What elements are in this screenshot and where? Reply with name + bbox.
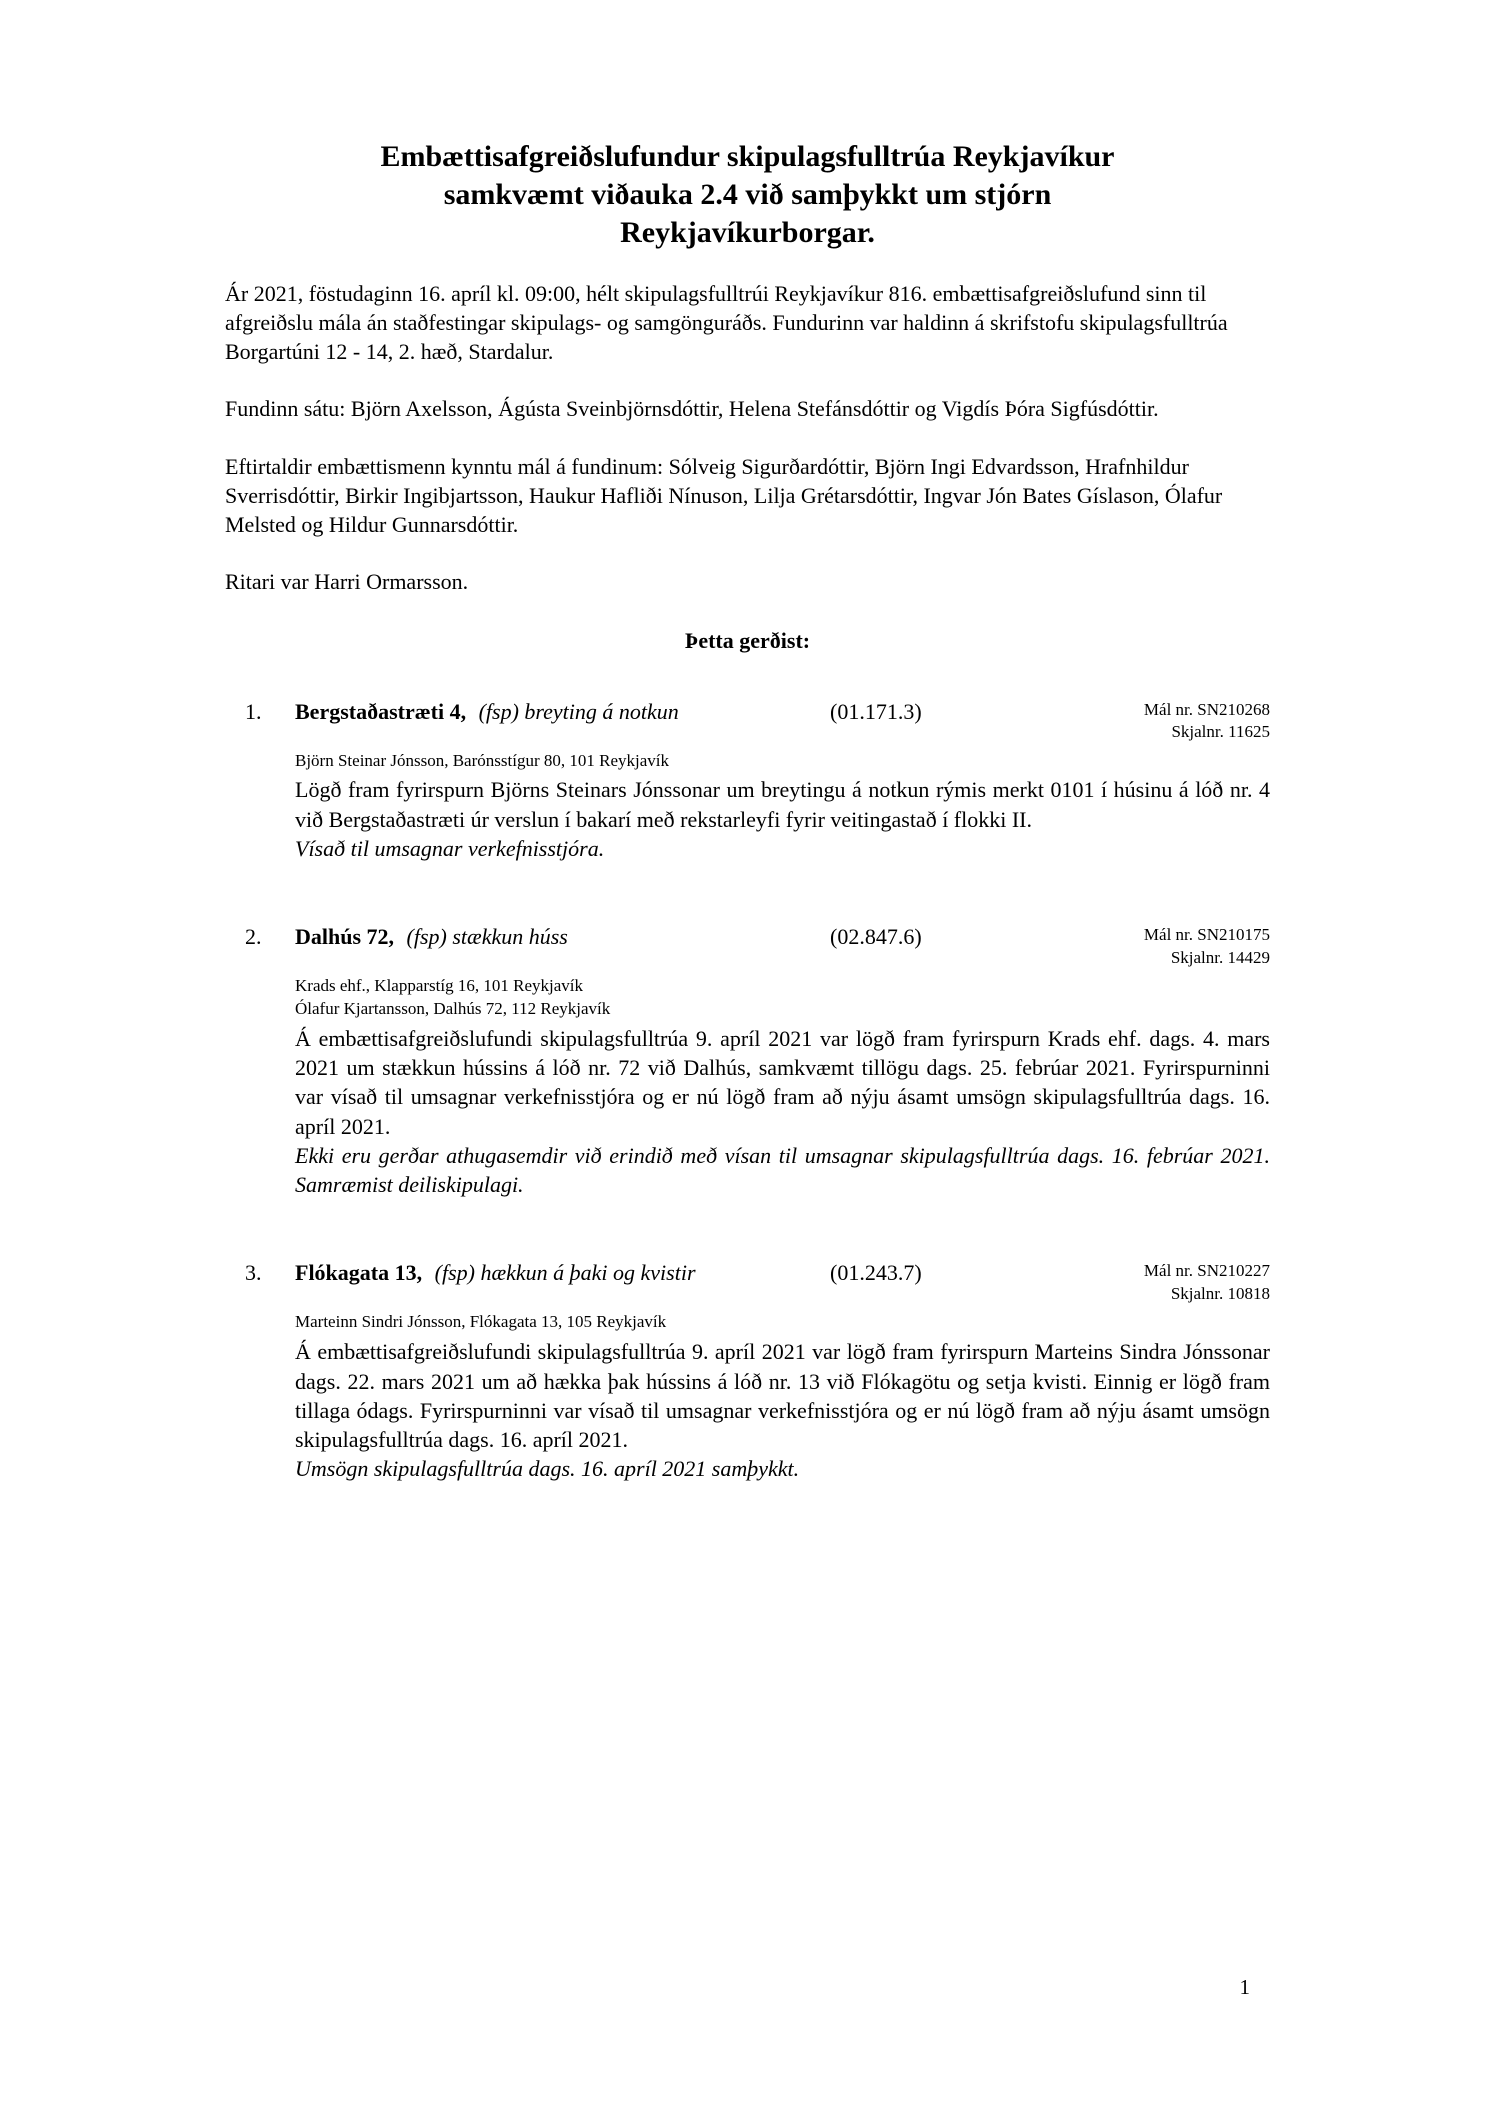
agenda-item-subtitle: (fsp) breyting á notkun [478, 698, 679, 724]
agenda-item-mal-nr: Mál nr. SN210227 [1143, 1261, 1270, 1281]
agenda-item-number: 1. [245, 698, 262, 724]
agenda-item-decision: Ekki eru gerðar athugasemdir við erindið með vísan til umsagnar skipulagsfulltrúa dags. 16. febrúar 2021. Samræmist deiliskipulagi. [295, 1142, 1270, 1198]
agenda-item-content [295, 1311, 1270, 1483]
applicant-line: Krads ehf., Klapparstíg 16, 101 Reykjavík [295, 976, 583, 996]
agenda-item-subtitle: (fsp) stækkun húss [406, 924, 568, 950]
agenda-item-skjalnr: Skjalnr. 10818 [1170, 1283, 1270, 1303]
agenda-item-content [295, 975, 1270, 1199]
agenda-item-applicants [295, 750, 1270, 773]
agenda-item-subtitle: (fsp) hækkun á þaki og kvistir [434, 1260, 696, 1286]
agenda-item-skjalnr: Skjalnr. 14429 [1170, 947, 1270, 967]
agenda-heading: Þetta gerðist: [684, 627, 811, 653]
agenda-item-body: Lögð fram fyrirspurn Björns Steinars Jónssonar um breytingu á notkun rýmis merkt 0101 í húsinu á lóð nr. 4 við Bergstaðastræti úr verslun í bakarí með rekstarleyfi fyrir veitingastað í flokki II. [295, 777, 1270, 832]
officials-paragraph: Eftirtaldir embættismenn kynntu mál á fundinum: Sólveig Sigurðardóttir, Björn Ingi Edvardsson, Hrafnhildur Sverrisdóttir, Birkir Ingibjartsson, Haukur Hafliði Nínuson, Lilja Grétarsdóttir, Ingvar Jón Bates Gíslason, Ólafur Melsted og Hildur Gunnarsdóttir. [225, 453, 1223, 537]
agenda-item-header [225, 923, 1270, 969]
agenda-item-case-code: (01.243.7) [830, 1260, 922, 1286]
applicant-line: Ólafur Kjartansson, Dalhús 72, 112 Reykjavík [295, 999, 611, 1019]
agenda-item [225, 1259, 1270, 1483]
agenda-item-header [225, 1259, 1270, 1305]
page-number: 1 [1239, 1975, 1250, 1999]
agenda-item-title [295, 1259, 830, 1288]
page-title-line: Embættisafgreiðslufundur skipulagsfulltrúa Reykjavíkur [380, 140, 1115, 173]
agenda-item-title [295, 923, 830, 952]
agenda-item-applicants [295, 975, 1270, 1021]
agenda-item [225, 923, 1270, 1199]
agenda-item-mal-nr: Mál nr. SN210175 [1143, 925, 1270, 945]
agenda-item-meta [1144, 1259, 1270, 1305]
agenda-item-decision: Vísað til umsagnar verkefnisstjóra. [295, 835, 605, 861]
page-title [225, 138, 1270, 251]
page-title-line: samkvæmt viðauka 2.4 við samþykkt um stjórn [443, 177, 1052, 211]
secretary-paragraph: Ritari var Harri Ormarsson. [225, 568, 469, 594]
agenda-item-address: Bergstaðastræti 4, [295, 698, 467, 724]
agenda-item-number: 3. [245, 1260, 262, 1286]
agenda-item-meta [1144, 698, 1270, 744]
agenda-item-address: Dalhús 72, [295, 924, 395, 950]
agenda-item-case-code: (02.847.6) [830, 924, 922, 950]
agenda-item-body: Á embættisafgreiðslufundi skipulagsfulltrúa 9. apríl 2021 var lögð fram fyrirspurn Krads ehf. dags. 4. mars 2021 um stækkun hússins á lóð nr. 72 við Dalhús, samkvæmt tillögu dags. 25. febrúar 2021. Fyrirspurninni var vísað til umsagnar verkefnisstjóra og er nú lögð fram að nýju ásamt umsögn skipulagsfulltrúa dags. 16. apríl 2021. [295, 1025, 1270, 1139]
agenda-item-meta [1144, 923, 1270, 969]
agenda-item-title [295, 698, 830, 727]
applicant-line: Marteinn Sindri Jónsson, Flókagata 13, 105 Reykjavík [295, 1312, 667, 1332]
page-title-line: Reykjavíkurborgar. [620, 215, 875, 249]
agenda-item-body: Á embættisafgreiðslufundi skipulagsfulltrúa 9. apríl 2021 var lögð fram fyrirspurn Marteins Sindra Jónssonar dags. 22. mars 2021 um að hækka þak hússins á lóð nr. 13 við Flókagötu og setja kvisti. Einnig er lögð fram tillaga ódags. Fyrirspurninni var vísað til umsagnar verkefnisstjóra og er nú lögð fram að nýju ásamt umsögn skipulagsfulltrúa dags. 16. apríl 2021. [295, 1339, 1270, 1453]
intro-paragraph: Ár 2021, föstudaginn 16. apríl kl. 09:00, hélt skipulagsfulltrúi Reykjavíkur 816. embættisafgreiðslufund sinn til afgreiðslu mála án staðfestingar skipulags- og samgönguráðs. Fundurinn var haldinn á skrifstofu skipulagsfulltrúa Borgartúni 12 - 14, 2. hæð, Stardalur. [225, 281, 1228, 365]
agenda-item-skjalnr: Skjalnr. 11625 [1171, 722, 1270, 742]
agenda-item-header [225, 698, 1270, 744]
agenda-item-address: Flókagata 13, [295, 1260, 423, 1286]
agenda-item-content [295, 750, 1270, 864]
attendees-paragraph: Fundinn sátu: Björn Axelsson, Ágústa Sveinbjörnsdóttir, Helena Stefánsdóttir og Vigdís Þóra Sigfúsdóttir. [225, 396, 1159, 422]
agenda-item-applicants [295, 1311, 1270, 1334]
agenda-item-mal-nr: Mál nr. SN210268 [1143, 699, 1270, 719]
agenda-item [225, 698, 1270, 864]
agenda-item-case-code: (01.171.3) [830, 698, 922, 724]
agenda-item-decision: Umsögn skipulagsfulltrúa dags. 16. apríl 2021 samþykkt. [295, 1456, 800, 1482]
applicant-line: Björn Steinar Jónsson, Barónsstígur 80, 101 Reykjavík [295, 750, 669, 770]
agenda-item-number: 2. [245, 924, 262, 950]
